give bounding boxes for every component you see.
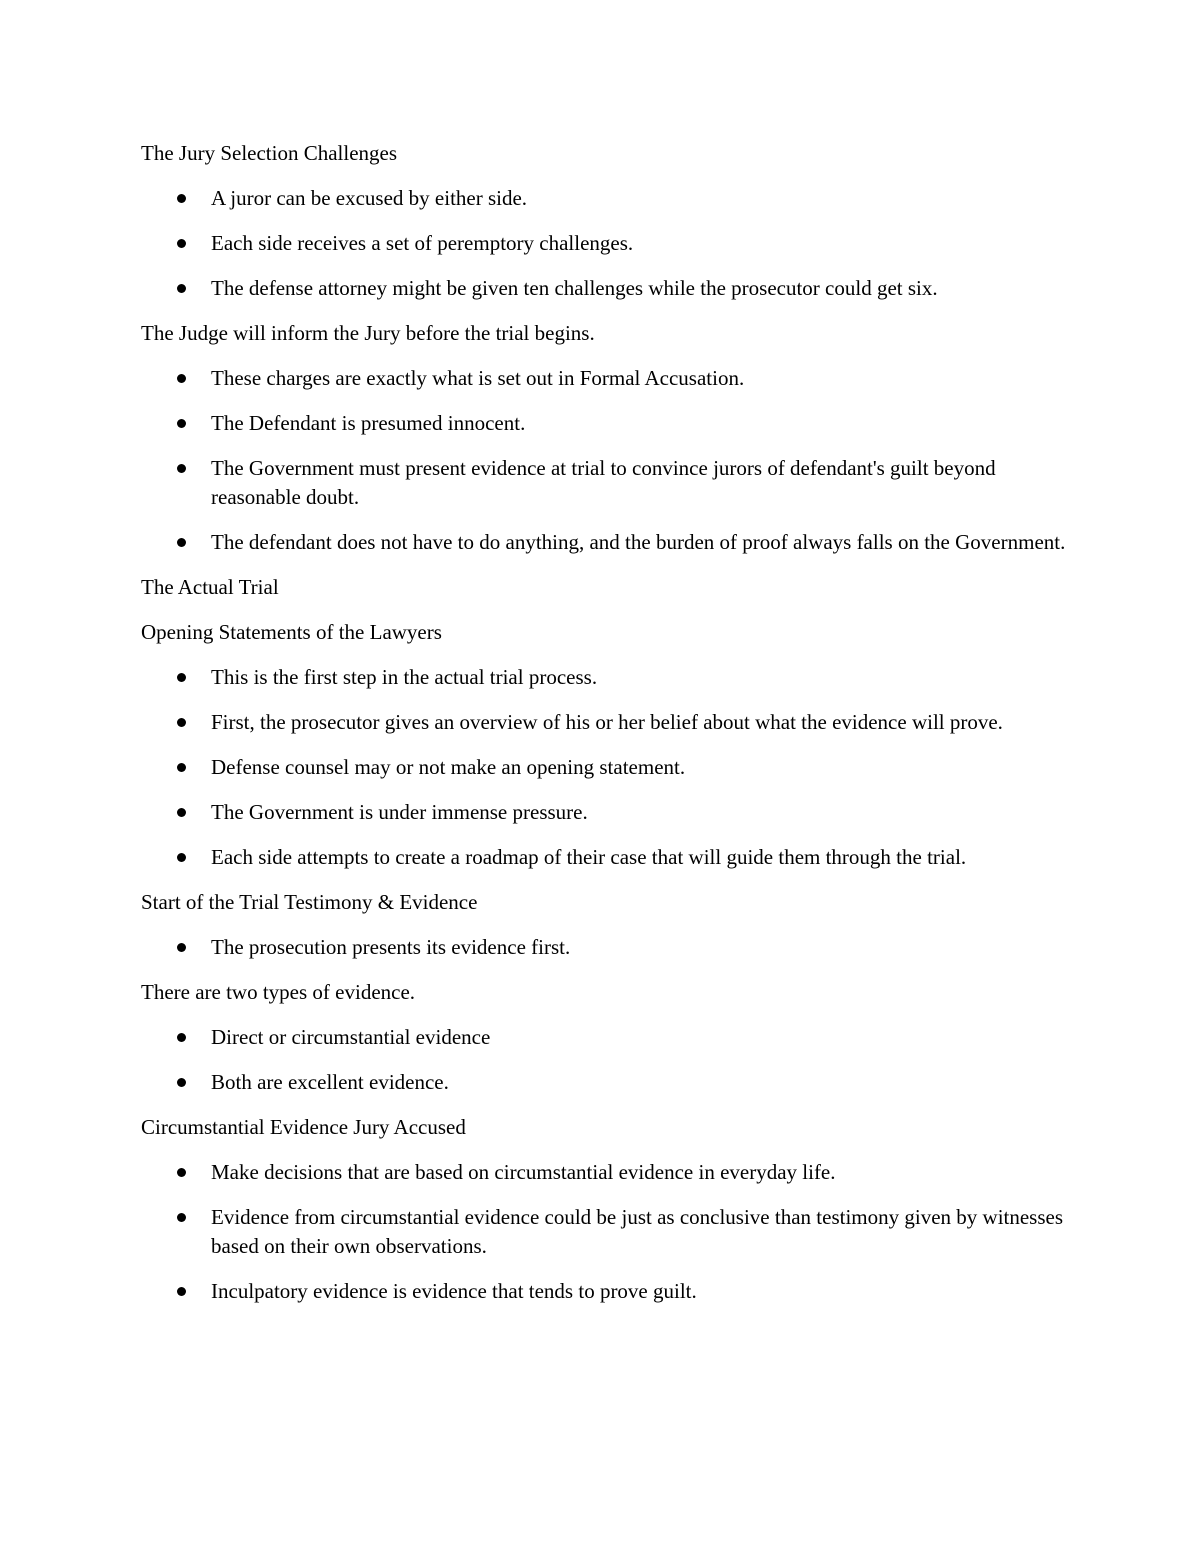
- section-heading: There are two types of evidence.: [141, 980, 416, 1004]
- bullet-icon: [177, 374, 186, 383]
- section-heading: The Jury Selection Challenges: [141, 141, 398, 165]
- bullet-icon: [177, 943, 186, 952]
- bullet-list: [141, 184, 1081, 303]
- bullet-icon: [177, 284, 186, 293]
- bullet-icon: [177, 419, 186, 428]
- document-body: [141, 139, 1081, 1322]
- bullet-text: The defendant does not have to do anything, and the burden of proof always falls on the Government.: [211, 530, 1066, 554]
- list-item: [141, 1158, 1081, 1187]
- list-item: [141, 663, 1081, 692]
- list-item: [141, 843, 1081, 872]
- bullet-icon: [177, 194, 186, 203]
- list-item: [141, 274, 1081, 303]
- bullet-text: These charges are exactly what is set out in Formal Accusation.: [211, 366, 745, 390]
- bullet-text: Both are excellent evidence.: [211, 1070, 449, 1094]
- list-item: [141, 708, 1081, 737]
- bullet-icon: [177, 763, 186, 772]
- bullet-icon: [177, 1213, 186, 1222]
- list-item: [141, 753, 1081, 782]
- bullet-text: Each side receives a set of peremptory challenges.: [211, 231, 634, 255]
- list-item: [141, 1277, 1081, 1306]
- bullet-text: The Government must present evidence at trial to convince jurors of defendant's guilt beyond reasonable doubt.: [211, 456, 996, 509]
- bullet-list: [141, 663, 1081, 872]
- list-item: [141, 454, 1081, 512]
- list-item: [141, 933, 1081, 962]
- list-item: [141, 798, 1081, 827]
- bullet-text: A juror can be excused by either side.: [211, 186, 528, 210]
- bullet-text: Defense counsel may or not make an opening statement.: [211, 755, 686, 779]
- bullet-text: The Government is under immense pressure.: [211, 800, 588, 824]
- bullet-icon: [177, 538, 186, 547]
- bullet-list: [141, 933, 1081, 962]
- bullet-icon: [177, 1078, 186, 1087]
- list-item: [141, 364, 1081, 393]
- bullet-list: [141, 1158, 1081, 1306]
- bullet-text: Direct or circumstantial evidence: [211, 1025, 491, 1049]
- bullet-icon: [177, 673, 186, 682]
- bullet-icon: [177, 239, 186, 248]
- bullet-text: The defense attorney might be given ten challenges while the prosecutor could get six.: [211, 276, 938, 300]
- bullet-list: [141, 1023, 1081, 1097]
- bullet-icon: [177, 1168, 186, 1177]
- section-heading: Start of the Trial Testimony & Evidence: [141, 890, 478, 914]
- section-heading: The Judge will inform the Jury before the trial begins.: [141, 321, 595, 345]
- list-item: [141, 528, 1081, 557]
- bullet-icon: [177, 853, 186, 862]
- bullet-text: The prosecution presents its evidence first.: [211, 935, 571, 959]
- list-item: [141, 1023, 1081, 1052]
- list-item: [141, 229, 1081, 258]
- bullet-icon: [177, 718, 186, 727]
- bullet-list: [141, 364, 1081, 557]
- list-item: [141, 1203, 1081, 1261]
- bullet-icon: [177, 808, 186, 817]
- bullet-text: First, the prosecutor gives an overview of his or her belief about what the evidence will prove.: [211, 710, 1003, 734]
- bullet-text: The Defendant is presumed innocent.: [211, 411, 526, 435]
- bullet-text: Evidence from circumstantial evidence could be just as conclusive than testimony given by witnesses based on their own observations.: [211, 1205, 1064, 1258]
- bullet-icon: [177, 464, 186, 473]
- section-heading: Circumstantial Evidence Jury Accused: [141, 1115, 466, 1139]
- bullet-icon: [177, 1287, 186, 1296]
- section-heading: The Actual Trial: [141, 575, 279, 599]
- bullet-text: Inculpatory evidence is evidence that tends to prove guilt.: [211, 1279, 697, 1303]
- bullet-text: This is the first step in the actual trial process.: [211, 665, 598, 689]
- bullet-icon: [177, 1033, 186, 1042]
- list-item: [141, 184, 1081, 213]
- section-heading: Opening Statements of the Lawyers: [141, 620, 442, 644]
- list-item: [141, 1068, 1081, 1097]
- bullet-text: Each side attempts to create a roadmap of their case that will guide them through the trial.: [211, 845, 967, 869]
- bullet-text: Make decisions that are based on circumstantial evidence in everyday life.: [211, 1160, 836, 1184]
- list-item: [141, 409, 1081, 438]
